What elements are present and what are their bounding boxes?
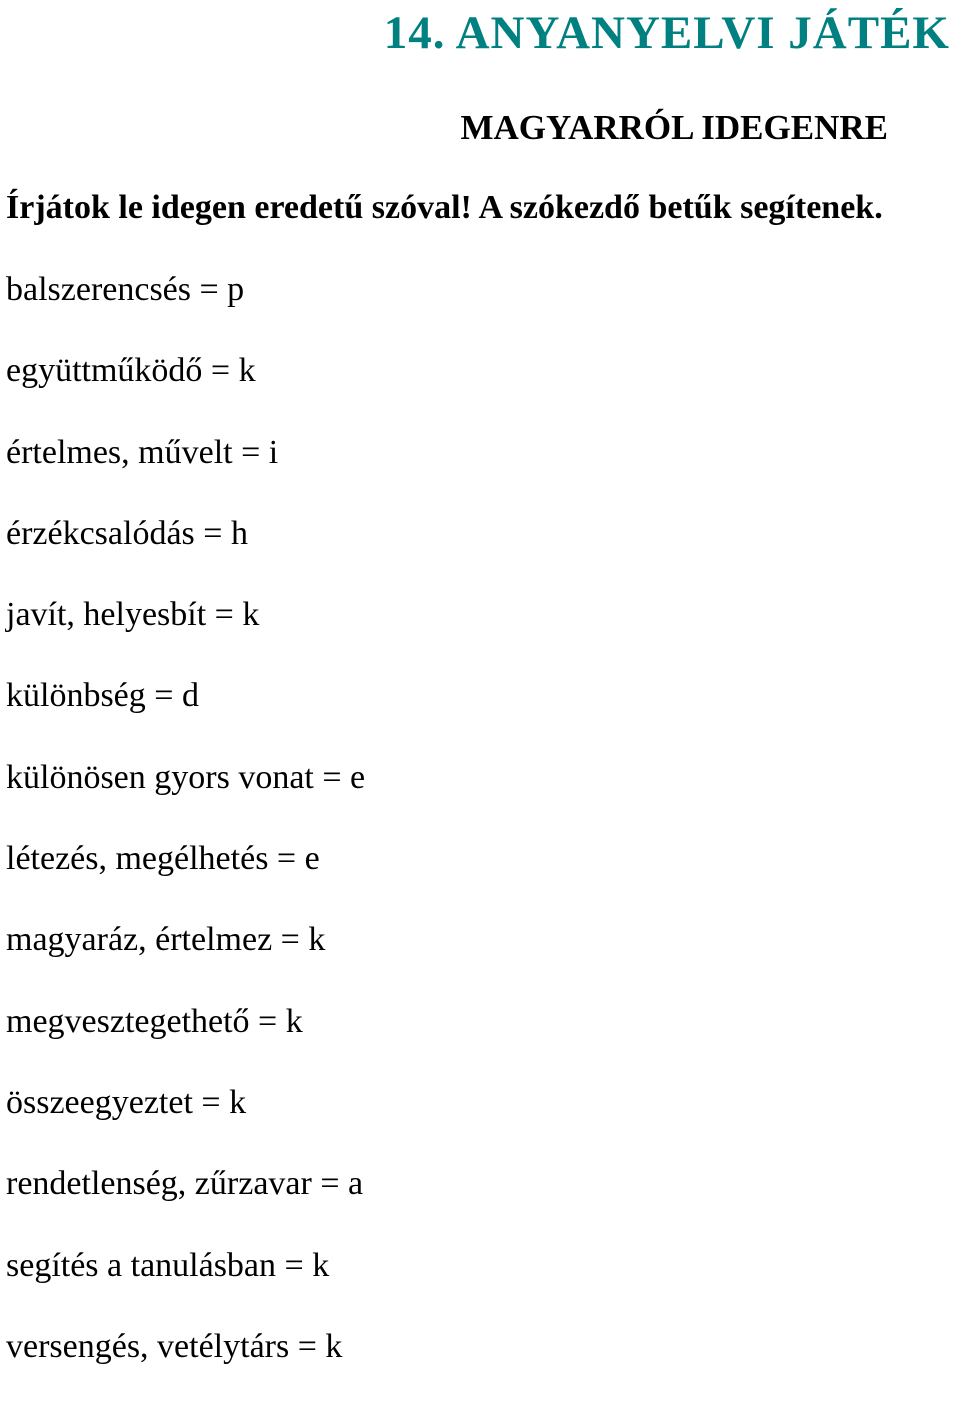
list-item: javít, helyesbít = k (6, 596, 260, 634)
word-list (6, 267, 365, 1405)
list-item: balszerencsés = p (6, 271, 245, 308)
page-title: 14. ANYANYELVI JÁTÉK (383, 7, 950, 59)
list-item: versengés, vetélytárs = k (6, 1327, 343, 1365)
list-item: értelmes, művelt = i (6, 433, 279, 471)
list-item: segítés a tanulásban = k (6, 1246, 330, 1284)
list-item: együttműködő = k (6, 352, 256, 390)
list-item: különbség = d (6, 677, 199, 715)
list-item: összeegyeztet = k (6, 1083, 247, 1121)
instruction-text: Írjátok le idegen eredetű szóval! A szókezdő betűk segítenek. (6, 189, 883, 226)
list-item: magyaráz, értelmez = k (6, 921, 326, 959)
list-item: rendetlenség, zűrzavar = a (6, 1165, 364, 1203)
list-item: megvesztegethető = k (6, 1002, 303, 1040)
list-item: érzékcsalódás = h (6, 514, 248, 552)
page-subtitle: MAGYARRÓL IDEGENRE (460, 108, 888, 147)
list-item: különösen gyors vonat = e (6, 758, 366, 796)
list-item: létezés, megélhetés = e (6, 840, 320, 878)
